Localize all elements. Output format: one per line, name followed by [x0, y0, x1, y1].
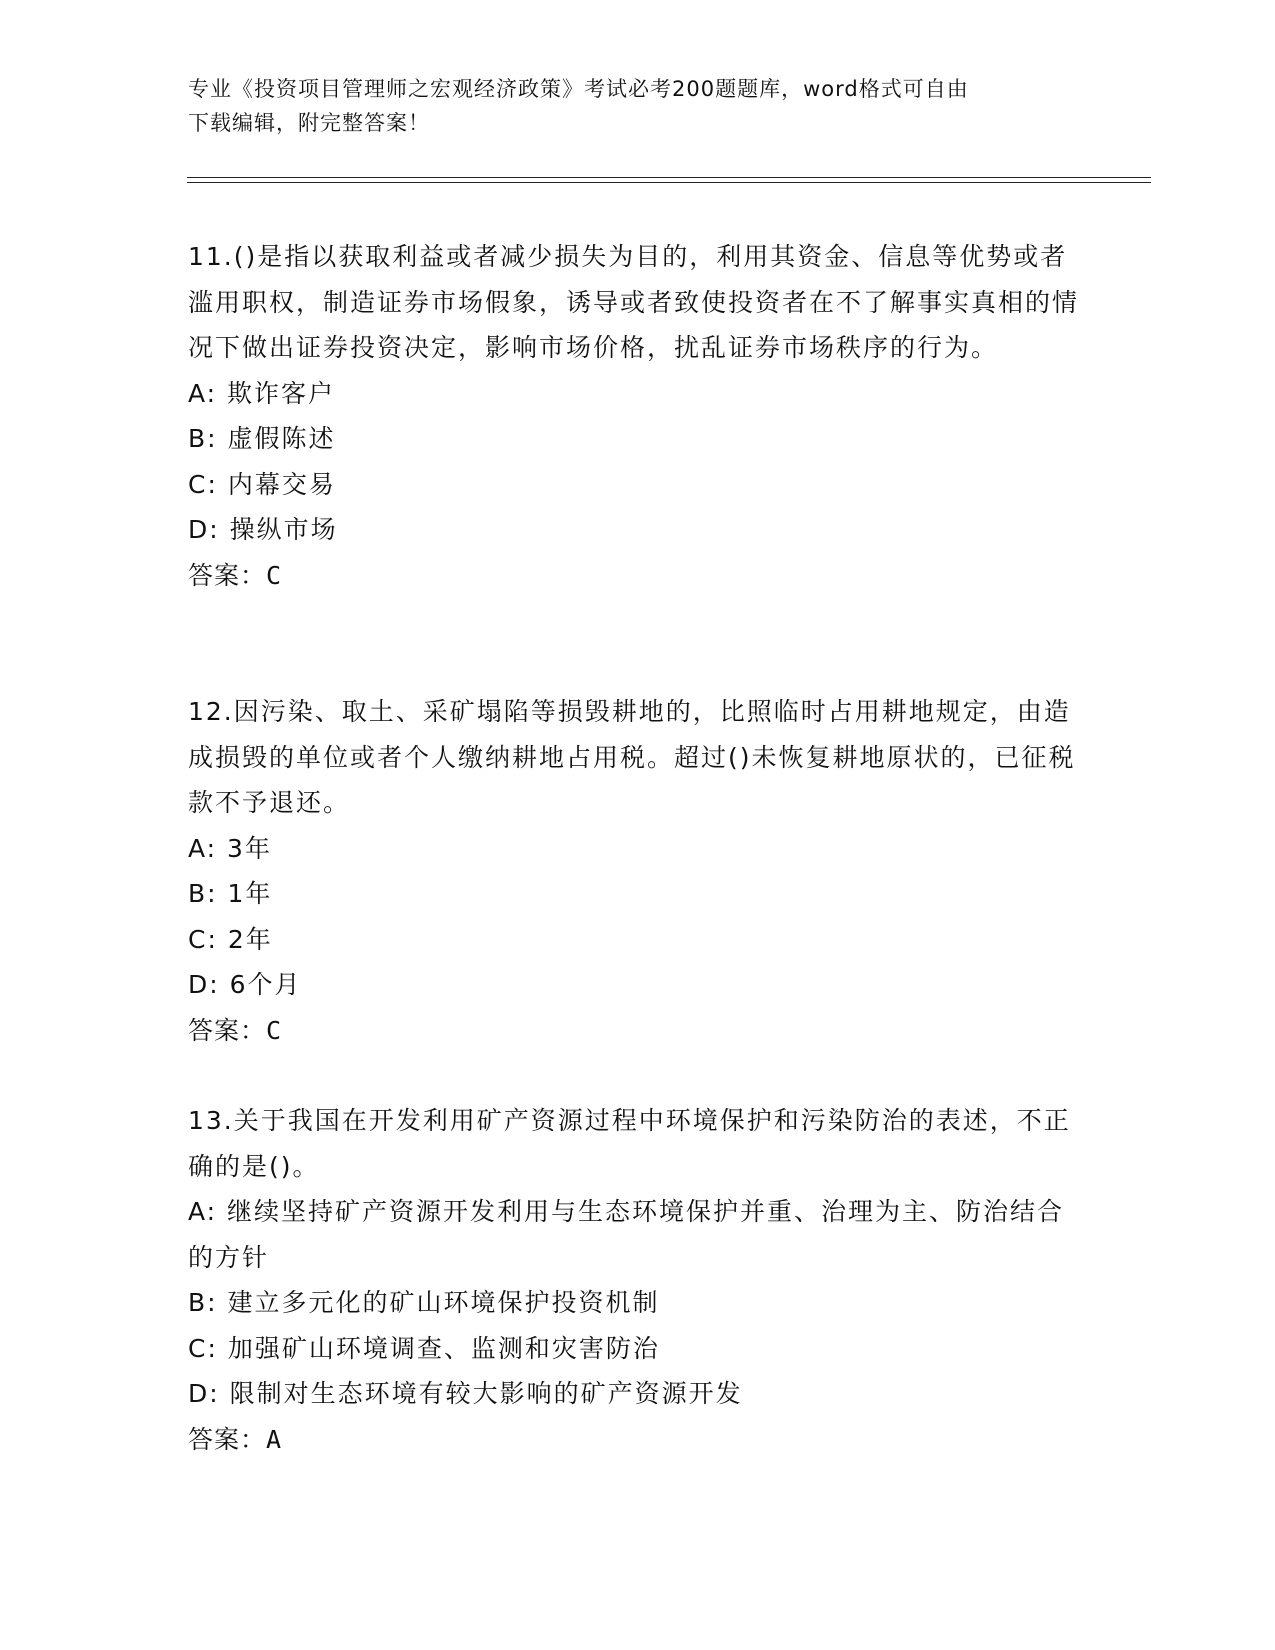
option-c: C: 加强矿山环境调查、监测和灾害防治 — [188, 1333, 660, 1363]
header-line-1: 专业《投资项目管理师之宏观经济政策》考试必考200题题库，word格式可自由 — [188, 77, 969, 101]
option-a: A: 继续坚持矿产资源开发利用与生态环境保护并重、治理为主、防治结合的方针 — [188, 1197, 1065, 1272]
question-stem: 11.()是指以获取利益或者减少损失为目的，利用其资金、信息等优势或者滥用职权，制造证券市场假象，诱导或者致使投资者在不了解事实真相的情况下做出证券投资决定，影响市场价格，扰乱证券市场秩序的行为。 — [188, 242, 1080, 362]
header-divider-top — [187, 177, 1151, 178]
answer-label: 答案： — [188, 1424, 267, 1454]
header-line-2: 下载编辑，附完整答案！ — [188, 111, 430, 135]
option-a: A: 3年 — [188, 833, 272, 863]
document-header — [188, 72, 1068, 140]
answer-label: 答案： — [188, 560, 267, 590]
question-stem: 12.因污染、取土、采矿塌陷等损毁耕地的，比照临时占用耕地规定，由造成损毁的单位或者个人缴纳耕地占用税。超过()未恢复耕地原状的，已征税款不予退还。 — [188, 697, 1076, 817]
question-13 — [188, 1098, 1088, 1462]
answer-line — [188, 553, 1088, 599]
answer-label: 答案： — [188, 1015, 267, 1045]
answer-value: C — [266, 1015, 283, 1045]
answer-line — [188, 1417, 1088, 1463]
option-c: C: 2年 — [188, 924, 273, 954]
question-stem: 13.关于我国在开发利用矿产资源过程中环境保护和污染防治的表述，不正确的是()。 — [188, 1106, 1071, 1181]
header-divider-bottom — [187, 182, 1151, 183]
option-b: B: 1年 — [188, 879, 273, 908]
answer-value: A — [266, 1424, 283, 1454]
question-11 — [188, 234, 1088, 598]
option-b: B: 虚假陈述 — [188, 424, 336, 453]
option-c: C: 内幕交易 — [188, 469, 336, 499]
option-d: D: 6个月 — [188, 970, 302, 999]
option-d: D: 操纵市场 — [188, 515, 338, 544]
option-d: D: 限制对生态环境有较大影响的矿产资源开发 — [188, 1379, 743, 1408]
answer-value: C — [266, 560, 283, 590]
question-12 — [188, 689, 1088, 1053]
answer-line — [188, 1008, 1088, 1054]
option-a: A: 欺诈客户 — [188, 378, 336, 408]
option-b: B: 建立多元化的矿山环境保护投资机制 — [188, 1288, 660, 1317]
